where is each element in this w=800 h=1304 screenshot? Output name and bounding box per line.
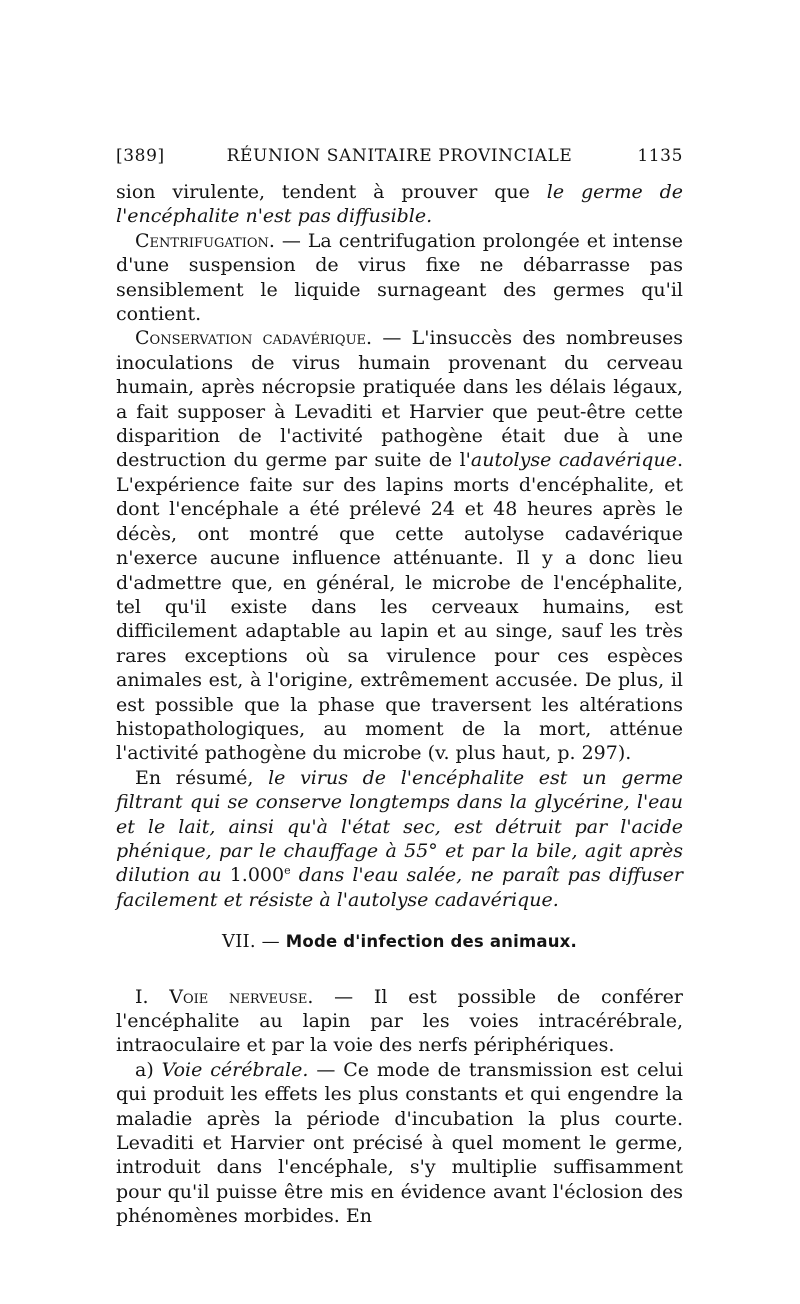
paragraph-heading: Conservation cadavérique. xyxy=(135,327,373,350)
italic-heading: Voie cérébrale. xyxy=(161,1058,309,1081)
paragraph-heading: Voie nerveuse. xyxy=(169,985,314,1008)
paragraph-voie-nerveuse xyxy=(116,985,683,1058)
list-number: I. xyxy=(135,985,170,1008)
number: 1.000 xyxy=(229,864,285,887)
italic-text: autolyse cadavérique xyxy=(470,449,677,472)
italic-text: dans l'eau salée, ne paraît pas diffuser facilement et résiste à l'autolyse cadavérique. xyxy=(116,864,683,911)
body-text xyxy=(116,180,683,1229)
superscript: e xyxy=(284,864,291,878)
paragraph-continuation xyxy=(116,180,683,229)
text: . L'expérience faite sur des lapins morts d'encéphalite, et dont l'encéphale a été prélevé 24 et 48 heures après le décès, ont montré que cette autolyse cadavérique n'exerce aucune influence atténuante. Il y a donc lieu d'admettre que, en général, le microbe de l'encéphalite, tel qu'il existe dans les cerveaux humains, est difficilement adaptable au lapin et au singe, sauf les très rares exceptions où sa virulence pour ces espèces animales est, à l'origine, extrêmement accusée. De plus, il est possible que la phase que traversent les altérations histopathologiques, au moment de la mort, atténue l'activité pathogène du microbe (v. plus haut, p. 297). xyxy=(116,449,683,765)
list-letter: a) xyxy=(135,1058,162,1081)
running-title: RÉUNION SANITAIRE PROVINCIALE xyxy=(226,146,573,166)
paragraph-heading: Centrifugation. xyxy=(135,229,275,252)
text: — Il est possible de conférer l'encéphalite au lapin par les voies intracérébrale, intraoculaire et par la voie des nerfs périphériques. xyxy=(116,985,683,1057)
page-bracket-number: [389] xyxy=(116,146,165,166)
text: En résumé, xyxy=(135,766,269,789)
paragraph-voie-cerebrale xyxy=(116,1058,683,1229)
page-number: 1135 xyxy=(637,146,683,166)
paragraph-conservation xyxy=(116,326,683,765)
italic-text: le virus de l'encéphalite est un germe filtrant qui se conserve longtemps dans la glycérine, l'eau et le lait, ainsi qu'à l'état sec, est détruit par l'acide phénique, par le chauffage à 55° et par la bile, agit après dilution au xyxy=(116,766,683,887)
section-title: Mode d'infection des animaux. xyxy=(285,932,577,952)
text: sion virulente, tendent à prouver que xyxy=(116,181,547,203)
section-number: VII. — xyxy=(222,931,286,953)
text: — Ce mode de transmission est celui qui produit les effets les plus constants et qui engendre la maladie après la période d'incubation la plus courte. Levaditi et Harvier ont précisé à quel moment le germe, introduit dans l'encéphale, s'y multiplie suffisamment pour qu'il puisse être mis en évidence avant l'éclosion des phénomènes morbides. En xyxy=(116,1058,684,1228)
text: — L'insuccès des nombreuses inoculations de virus humain provenant du cerveau humain, après nécropsie pratiquée dans les délais légaux, a fait supposer à Levaditi et Harvier que peut-être cette disparition de l'activité pathogène était due à une destruction du germe par suite de l' xyxy=(116,327,683,472)
paragraph-centrifugation xyxy=(116,229,683,327)
text: — La centrifugation prolongée et intense d'une suspension de virus fixe ne débarrasse pas sensiblement le liquide surnageant des germes qu'il contient. xyxy=(116,229,683,326)
section-heading xyxy=(116,930,683,954)
italic-text: le germe de l'encéphalite n'est pas diffusible. xyxy=(116,181,683,228)
paragraph-summary xyxy=(116,766,683,912)
